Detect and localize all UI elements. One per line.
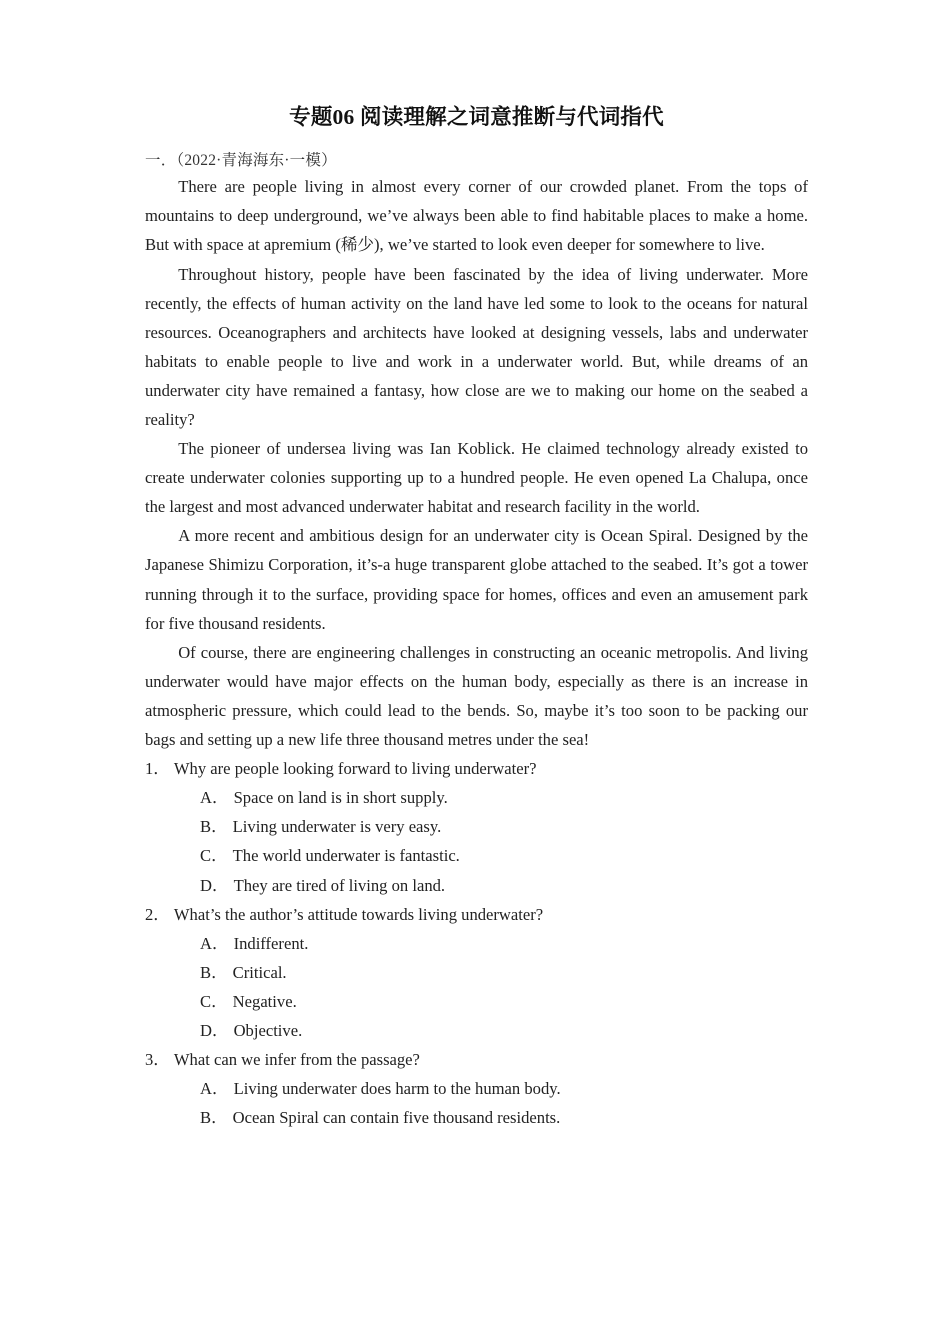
option-text: The world underwater is fantastic.: [232, 846, 460, 866]
question-2: [145, 900, 808, 929]
option-label: A．: [200, 788, 229, 808]
question-3-option-a[interactable]: [145, 1074, 808, 1103]
option-label: C．: [200, 991, 228, 1011]
question-block-1: [145, 754, 808, 899]
option-label: D．: [200, 875, 229, 895]
question-1-option-d[interactable]: [145, 871, 808, 900]
option-label: A．: [200, 1079, 229, 1099]
question-3: [145, 1045, 808, 1074]
option-text: Negative.: [232, 991, 297, 1011]
question-3-option-b[interactable]: [145, 1103, 808, 1132]
option-label: B．: [200, 1108, 228, 1128]
question-3-number: 3．: [145, 1050, 170, 1070]
question-1-option-b[interactable]: [145, 812, 808, 841]
option-text: Ocean Spiral can contain five thousand residents.: [232, 1108, 561, 1128]
option-text: Living underwater is very easy.: [232, 817, 442, 837]
question-2-option-a[interactable]: [145, 929, 808, 958]
option-label: A．: [200, 933, 229, 953]
question-2-text: What’s the author’s attitude towards living underwater?: [173, 904, 544, 924]
passage-paragraph-1: There are people living in almost every corner of our crowded planet. From the tops of mountains to deep underground, we’ve always been able to find habitable places to make a home. But with space at apremium (稀少), we’ve started to look even deeper for somewhere to live.: [145, 177, 808, 255]
option-label: C．: [200, 846, 228, 866]
question-2-option-c[interactable]: [145, 987, 808, 1016]
option-text: Critical.: [232, 962, 287, 982]
question-1-number: 1．: [145, 759, 170, 779]
document-content: [145, 0, 808, 1132]
passage-paragraph-3: The pioneer of undersea living was Ian Koblick. He claimed technology already existed to create underwater colonies supporting up to a hundred people. He even opened La Chalupa, once the largest and most advanced underwater habitat and research facility in the world.: [145, 439, 808, 517]
question-1-option-c[interactable]: [145, 841, 808, 870]
option-text: Indifferent.: [233, 933, 309, 953]
option-text: They are tired of living on land.: [233, 875, 446, 895]
question-2-option-b[interactable]: [145, 958, 808, 987]
passage-paragraph-5: Of course, there are engineering challenges in constructing an oceanic metropolis. And living underwater would have major effects on the human body, especially as there is an increase in atmospheric pressure, which could lead to the bends. So, maybe it’s too soon to be packing our bags and setting up a new life three thousand metres under the sea!: [145, 642, 808, 750]
option-label: D．: [200, 1020, 229, 1040]
question-1-text: Why are people looking forward to living underwater?: [173, 759, 537, 779]
option-text: Space on land is in short supply.: [233, 788, 448, 808]
page-title: 专题06 阅读理解之词意推断与代词指代: [289, 105, 664, 129]
option-label: B．: [200, 817, 228, 837]
question-block-2: [145, 900, 808, 1045]
option-text: Objective.: [233, 1020, 303, 1040]
question-block-3: [145, 1045, 808, 1132]
question-2-option-d[interactable]: [145, 1016, 808, 1045]
option-text: Living underwater does harm to the human body.: [233, 1079, 561, 1099]
question-2-number: 2．: [145, 904, 170, 924]
question-1-option-a[interactable]: [145, 783, 808, 812]
option-label: B．: [200, 962, 228, 982]
question-1: [145, 754, 808, 783]
passage-paragraph-4: A more recent and ambitious design for an underwater city is Ocean Spiral. Designed by the Japanese Shimizu Corporation, it’s-a huge transparent globe attached to the seabed. It’s got a tower running through it to the surface, providing space for homes, offices and even an amusement park for five thousand residents.: [145, 526, 808, 633]
question-source-label: 一．（2022·青海海东·一模）: [145, 152, 337, 170]
passage-paragraph-2: Throughout history, people have been fascinated by the idea of living underwater. More recently, the effects of human activity on the land have led some to look to the oceans for natural resources. Oceanographers and architects have looked at designing vessels, labs and underwater habitats to enable people to live and work in a underwater world. But, while dreams of an underwater city have remained a fantasy, how close are we to making our home on the seabed a reality?: [145, 264, 808, 430]
question-3-text: What can we infer from the passage?: [173, 1050, 420, 1070]
